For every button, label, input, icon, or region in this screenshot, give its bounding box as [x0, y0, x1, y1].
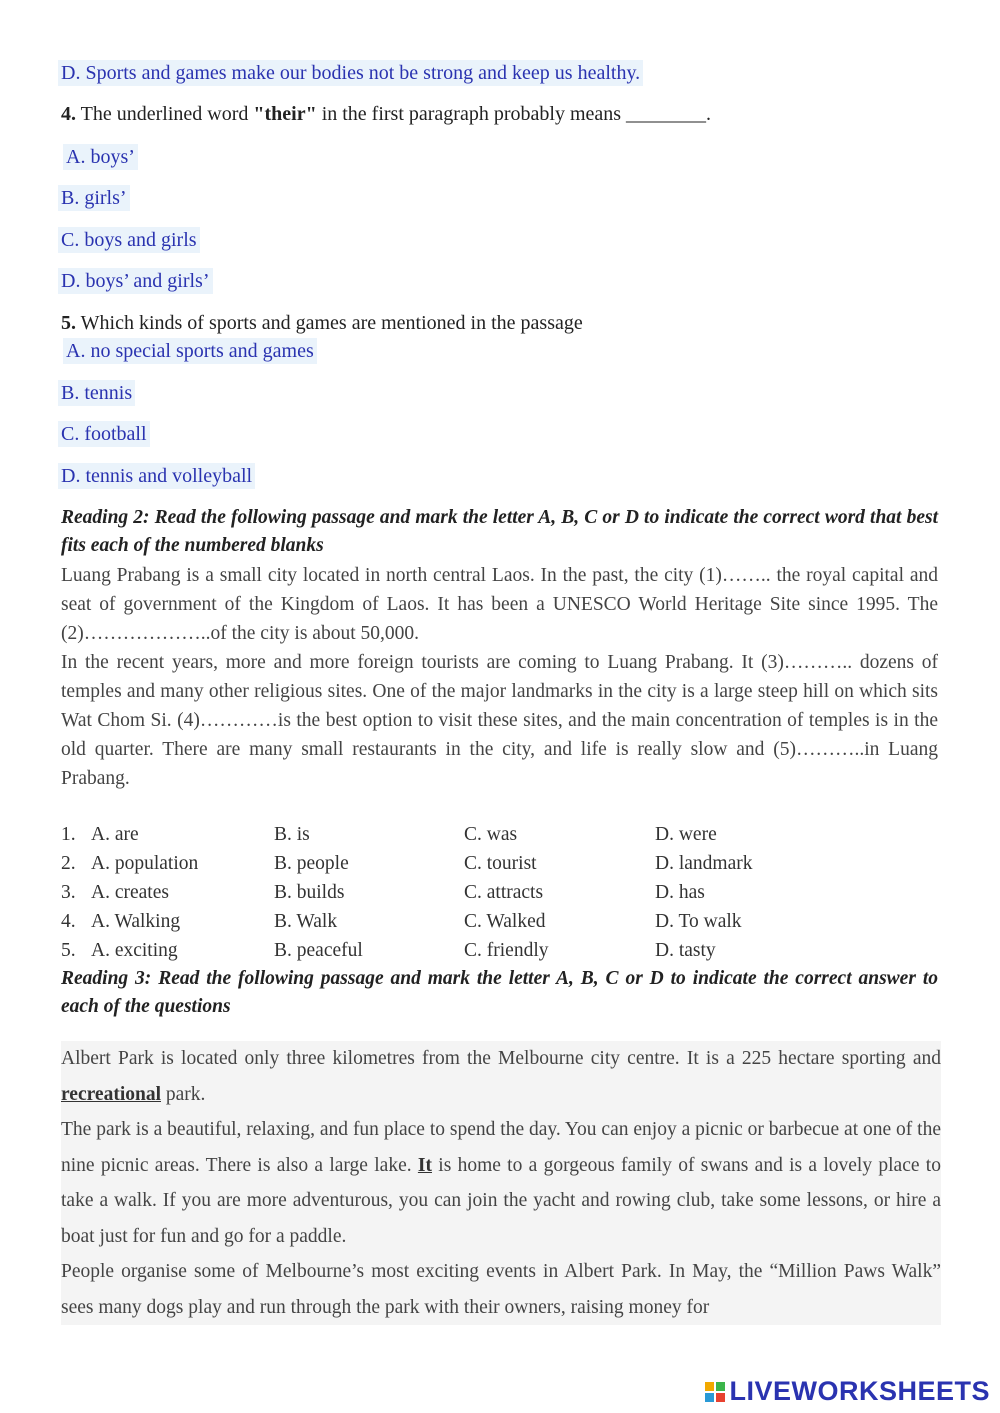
answer-option-c[interactable]: C. was — [464, 824, 518, 845]
answer-option-d[interactable]: D. To walk — [655, 911, 742, 932]
question-4-number: 4. — [61, 103, 76, 125]
reading-3-paragraph-3: People organise some of Melbourne’s most exciting events in Albert Park. In May, the “Million Paws Walk” sees many dogs play and run through the park with their owners, raising money for — [61, 1261, 941, 1318]
answer-row-4 — [61, 907, 938, 936]
q5-option-d[interactable]: D. tennis and volleyball — [58, 463, 255, 489]
logo-mark-icon — [705, 1382, 725, 1402]
question-4-text-before: The underlined word — [76, 103, 254, 125]
answer-number: 2. — [61, 853, 76, 874]
q4-option-c[interactable]: C. boys and girls — [58, 227, 200, 253]
answer-option-b[interactable]: B. people — [274, 853, 349, 874]
p1-text-after: park. — [161, 1083, 206, 1105]
reading-3-passage — [61, 1041, 941, 1325]
answer-row-2 — [61, 849, 938, 878]
reading-3-paragraph-1 — [61, 1041, 941, 1112]
question-5-number: 5. — [61, 312, 76, 334]
reading-3-heading: Reading 3: Read the following passage and mark the letter A, B, C or D to indicate the correct answer to each of the questions — [61, 968, 938, 1017]
question-5 — [61, 310, 583, 336]
question-4-word: "their" — [253, 103, 317, 125]
q5-option-b[interactable]: B. tennis — [58, 380, 135, 406]
logo-text: LIVEWORKSHEETS — [729, 1376, 990, 1406]
question-4 — [61, 101, 711, 127]
answer-option-c[interactable]: C. friendly — [464, 940, 549, 961]
liveworksheets-logo[interactable] — [705, 1376, 990, 1407]
answer-number: 3. — [61, 882, 76, 903]
reading-3-paragraph-2 — [61, 1112, 941, 1254]
reading-2-heading: Reading 2: Read the following passage and mark the letter A, B, C or D to indicate the correct word that best fits each of the numbered blanks — [61, 507, 938, 556]
answer-option-a[interactable]: A. creates — [91, 882, 169, 903]
answer-number: 1. — [61, 824, 76, 845]
answer-row-1 — [61, 820, 938, 849]
p2-text-before: The park is a beautiful, relaxing, and fun place to spend the day. You can enjoy a picnic or barbecue at one of the nine picnic areas. There is also a large lake. — [61, 1119, 941, 1176]
answer-option-d[interactable]: D. landmark — [655, 853, 753, 874]
answer-option-c[interactable]: C. tourist — [464, 853, 537, 874]
answer-row-5 — [61, 936, 938, 965]
answer-option-b[interactable]: B. is — [274, 824, 310, 845]
answer-number: 4. — [61, 911, 76, 932]
reading-2-paragraph-1: Luang Prabang is a small city located in north central Laos. In the past, the city (1)…….. the royal capital and seat of government of the Kingdom of Laos. It has been a UNESCO World Heritage Site since 1995. The (2)………………..of the city is about 50,000. — [61, 565, 938, 644]
answer-option-a[interactable]: A. Walking — [91, 911, 181, 932]
p2-text-after: is home to a gorgeous family of swans and is a lovely place to take a walk. If you are more adventurous, you can join the yacht and rowing club, take some lessons, or hire a boat just for fun and go for a paddle. — [61, 1154, 941, 1247]
answer-option-d[interactable]: D. tasty — [655, 940, 716, 961]
reading-2-answer-table — [61, 820, 938, 965]
answer-option-b[interactable]: B. builds — [274, 882, 345, 903]
underlined-word-recreational: recreational — [61, 1083, 161, 1105]
answer-option-c[interactable]: C. Walked — [464, 911, 546, 932]
answer-option-b[interactable]: B. Walk — [274, 911, 338, 932]
answer-option-a[interactable]: A. population — [91, 853, 199, 874]
reading-2-paragraph-2: In the recent years, more and more foreign tourists are coming to Luang Prabang. It (3)……….. dozens of temples and many other religious sites. One of the major landmarks in the city is a large steep hill on which sits Wat Chom Si. (4)…………is the best option to visit these sites, and the main concentration of temples is in the old quarter. There are many small restaurants in the city, and life is really slow and (5)………..in Luang Prabang. — [61, 652, 938, 789]
q4-option-a[interactable]: A. boys’ — [63, 144, 138, 170]
answer-option-d[interactable]: D. were — [655, 824, 717, 845]
underlined-word-it: It — [417, 1154, 432, 1176]
answer-option-b[interactable]: B. peaceful — [274, 940, 363, 961]
answer-option-a[interactable]: A. are — [91, 824, 139, 845]
question-4-text-after: in the first paragraph probably means ________. — [316, 103, 712, 125]
q5-option-c[interactable]: C. football — [58, 421, 150, 447]
question-5-text: Which kinds of sports and games are mentioned in the passage — [76, 312, 583, 334]
answer-row-3 — [61, 878, 938, 907]
answer-option-a[interactable]: A. exciting — [91, 940, 178, 961]
p1-text-before: Albert Park is located only three kilometres from the Melbourne city centre. It is a 225 hectare sporting and — [61, 1048, 941, 1069]
q4-option-b[interactable]: B. girls’ — [58, 185, 130, 211]
q5-option-a[interactable]: A. no special sports and games — [63, 338, 317, 364]
answer-option-d[interactable]: D. has — [655, 882, 705, 903]
answer-option-c[interactable]: C. attracts — [464, 882, 544, 903]
answer-number: 5. — [61, 940, 76, 961]
q4-option-d[interactable]: D. boys’ and girls’ — [58, 268, 213, 294]
q3-option-d[interactable]: D. Sports and games make our bodies not be strong and keep us healthy. — [58, 60, 643, 86]
